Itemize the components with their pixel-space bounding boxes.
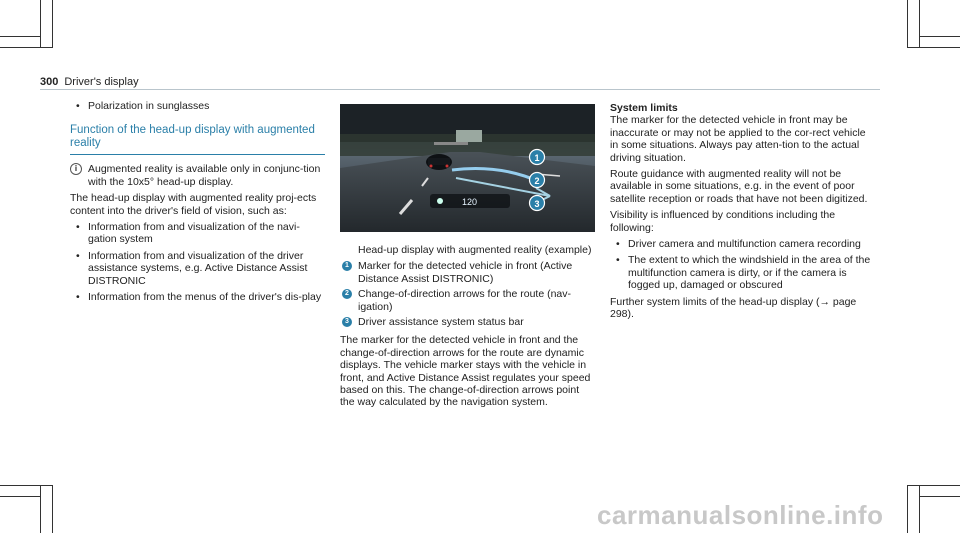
list-item: • Polarization in sunglasses <box>76 100 210 112</box>
list-item: • Information from and visualization of the navi-gation system <box>76 221 300 246</box>
body-paragraph: The marker for the detected vehicle in front and the change-of-direction arrows for the route are dynamic displays. The vehicle marker stays with the vehicle in front, and Active Distance Assist regulates your speed based on this. The change-of-direction arrows point the way calculated by the navigation system. <box>340 334 591 409</box>
crop-mark <box>919 36 960 37</box>
crop-mark <box>0 496 40 497</box>
list-item: • Information from and visualization of the driver assistance systems, e.g. Active Distance Assist DISTRONIC <box>76 249 308 287</box>
list-item: • Information from the menus of the driver's dis-play <box>76 291 322 304</box>
content-list <box>70 221 325 303</box>
assist-icon <box>437 198 443 204</box>
svg-text:2: 2 <box>534 176 540 186</box>
bullet-icon: • <box>616 238 620 251</box>
header-rule <box>40 89 880 90</box>
running-header <box>40 76 139 88</box>
bullet-icon: • <box>616 254 620 267</box>
crop-mark <box>907 0 908 48</box>
watermark: carmanualsonline.info <box>597 500 884 530</box>
crop-mark <box>0 485 52 486</box>
bullet-icon: • <box>76 249 80 262</box>
list-item: • The extent to which the windshield in the area of the multifunction camera is dirty, or if the camera is fogged up, damaged or obscured <box>616 254 871 292</box>
svg-text:1: 1 <box>534 153 540 163</box>
hud-figure <box>340 104 595 232</box>
crop-mark <box>0 47 52 48</box>
subsection-heading: System limits <box>610 102 678 114</box>
legend-item: 2 Change-of-direction arrows for the route (nav-igation) <box>340 288 595 313</box>
crop-mark <box>40 485 41 533</box>
svg-text:3: 3 <box>534 199 540 209</box>
crop-mark <box>40 0 41 48</box>
info-icon: i <box>70 163 82 175</box>
crop-mark <box>907 485 908 533</box>
crop-mark <box>0 36 40 37</box>
paragraph: The marker for the detected vehicle in front may be inaccurate or may not be applied to the cor-rect vehicle in some situations. Always pay atten-tion to the actual driving situation. <box>610 114 866 164</box>
crop-mark <box>907 47 960 48</box>
section-heading: Function of the head-up display with augmented reality <box>70 124 325 155</box>
overhead-gantry <box>434 142 468 145</box>
conditions-list <box>610 238 875 292</box>
crop-mark <box>907 485 960 486</box>
legend-item: 3 Driver assistance system status bar <box>340 316 595 328</box>
section-title: Driver's display <box>64 76 139 88</box>
bullet-icon: • <box>76 100 80 112</box>
legend-item: 1 Marker for the detected vehicle in front (Active Distance Assist DISTRONIC) <box>340 260 595 285</box>
road-sign <box>456 130 482 142</box>
crop-mark <box>52 0 53 48</box>
column-left <box>70 100 325 307</box>
crop-mark <box>919 0 920 48</box>
column-middle <box>340 104 595 413</box>
road-scene-image <box>340 104 595 232</box>
note-text: Augmented reality is available only in conjunc-tion with the 10x5° head-up display. <box>88 163 321 188</box>
cross-reference[interactable]: Further system limits of the head-up display (→ page 298). <box>610 295 857 321</box>
page-number: 300 <box>40 76 59 88</box>
info-note <box>70 163 325 188</box>
paragraph: Route guidance with augmented reality will not be available in some situations, e.g. in the event of poor satellite reception or roads that have not been digitized. <box>610 168 868 205</box>
figure-caption: Head-up display with augmented reality (example) <box>358 244 592 256</box>
bullet-icon: • <box>76 291 80 304</box>
intro-paragraph: The head-up display with augmented reality proj-ects content into the driver's field of vision, such as: <box>70 192 317 217</box>
crop-mark <box>52 485 53 533</box>
crop-mark <box>919 496 960 497</box>
figure-legend <box>340 260 595 328</box>
bullet-icon: • <box>76 221 80 234</box>
paragraph: Visibility is influenced by conditions including the following: <box>610 209 836 234</box>
column-right <box>610 100 875 325</box>
crop-mark <box>919 485 920 533</box>
list-item: • Driver camera and multifunction camera recording <box>616 238 861 251</box>
bullet-list-top <box>70 100 325 112</box>
hud-speed: 120 <box>462 197 478 207</box>
